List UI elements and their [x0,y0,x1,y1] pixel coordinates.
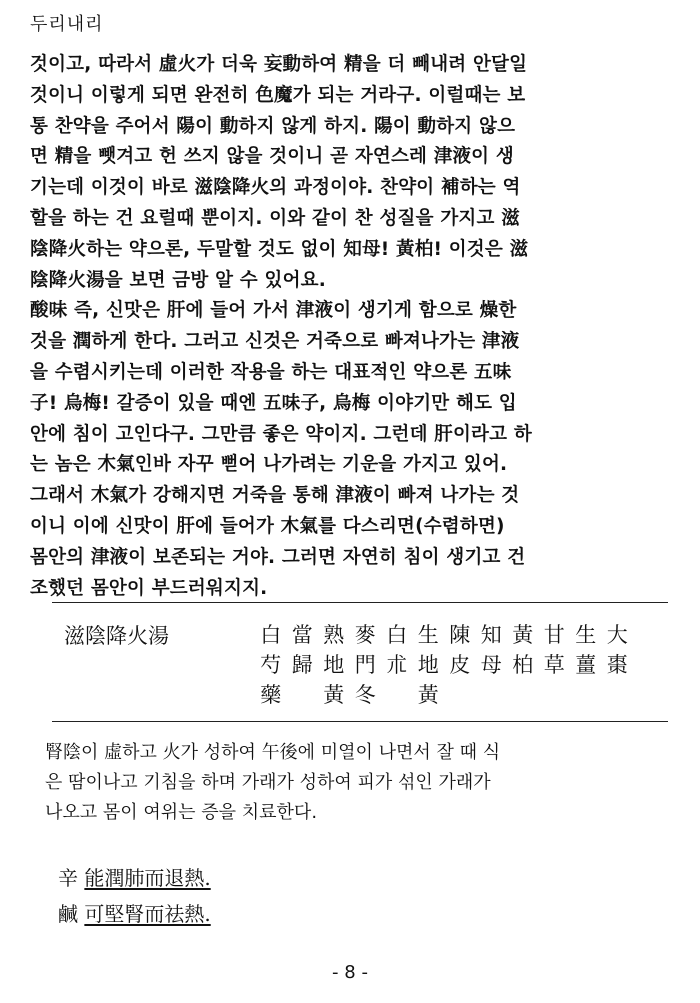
text-line: 것이니 이렇게 되면 완전히 色魔가 되는 거라구. 이럴때는 보 [30,84,526,106]
ingredient-char: 黃 [512,623,534,647]
ingredient-char: 門 [354,653,376,677]
quote-text: 可堅腎而祛熱. [84,902,211,926]
text-line: 기는데 이것이 바로 滋陰降火의 과정이야. 찬약이 補하는 역 [30,177,521,199]
ingredient-char: 地 [417,653,439,677]
text-line: 면 精을 뺏겨고 헌 쓰지 않을 것이니 곧 자연스레 津液이 생 [30,146,514,168]
text-line: 조했던 몸안이 부드러워지지. [30,577,268,599]
text-line: 통 찬약을 주어서 陽이 動하지 않게 하지. 陽이 動하지 않으 [30,115,516,137]
quote-text: 能潤肺而退熱. [84,866,211,890]
text-line: 陰降火하는 약으론, 두말할 것도 없이 知母! 黃柏! 이것은 滋 [30,238,529,260]
ingredient-char: 薑 [575,653,597,677]
text-line: 것을 潤하게 한다. 그러고 신것은 거죽으로 빠져나가는 津液 [30,331,520,353]
classical-quote-2 [58,898,211,927]
ingredient-char: 母 [480,653,502,677]
ingredient-char: 地 [323,653,345,677]
quote-key-char: 辛 [58,866,78,890]
text-line: 子! 烏梅! 갈증이 있을 때엔 五味子, 烏梅 이야기만 해도 입 [30,392,517,414]
classical-quote-1 [58,862,211,891]
ingredient-char: 歸 [291,653,313,677]
divider-bottom [52,721,668,722]
ingredient-char: 熟 [323,623,345,647]
ingredient-char: 白 [386,623,408,647]
text-line: 몸안의 津液이 보존되는 거야. 그러면 자연히 침이 생기고 건 [30,546,526,568]
description-line: 은 땀이나고 기침을 하며 가래가 성하여 피가 섞인 가래가 [45,772,491,793]
ingredient-char: 甘 [543,623,565,647]
ingredient-char: 當 [291,623,313,647]
quote-key-char: 鹹 [58,902,78,926]
ingredient-row-3 [255,680,633,710]
text-line: 酸味 즉, 신맛은 肝에 들어 가서 津液이 생기게 함으로 燥한 [30,300,517,322]
ingredient-char: 冬 [354,683,376,707]
ingredient-char: 知 [480,623,502,647]
ingredient-row-2 [255,650,633,680]
ingredient-char: 黃 [323,683,345,707]
divider-top [52,602,668,603]
text-line: 陰降火湯을 보면 금방 알 수 있어요. [30,269,326,291]
running-header: 두리내리 [30,14,104,35]
prescription-ingredients [255,620,633,710]
ingredient-char: 草 [543,653,565,677]
ingredient-char: 白 [260,623,282,647]
text-line: 는 놈은 木氣인바 자꾸 뻗어 나가려는 기운을 가지고 있어. [30,454,508,476]
text-line: 것이고, 따라서 虛火가 더욱 妄動하여 精을 더 빼내려 안달일 [30,54,528,75]
ingredient-char: 大 [606,623,628,647]
ingredient-row-1 [255,620,633,650]
text-line: 할을 하는 건 요럴때 뿐이지. 이와 같이 찬 성질을 가지고 滋 [30,207,520,229]
ingredient-char: 芍 [260,653,282,677]
ingredient-char: 柏 [512,653,534,677]
ingredient-char: 生 [417,623,439,647]
ingredient-char: 生 [575,623,597,647]
ingredient-char: 陳 [449,623,471,647]
body-text [30,50,670,604]
ingredient-char: 藥 [260,683,282,707]
text-line: 그래서 木氣가 강해지면 거죽을 통해 津液이 빠져 나가는 것 [30,485,520,507]
text-line: 안에 침이 고인다구. 그만큼 좋은 약이지. 그런데 肝이라고 하 [30,423,532,445]
text-line: 이니 이에 신맛이 肝에 들어가 木氣를 다스리면(수렴하면) [30,515,505,537]
page-number: - 8 - [332,962,368,983]
description-line: 나오고 몸이 여위는 증을 치료한다. [45,802,318,823]
ingredient-char: 朮 [386,653,408,677]
prescription-name: 滋陰降火湯 [64,624,169,648]
ingredient-char: 皮 [449,653,471,677]
ingredient-char: 麥 [354,623,376,647]
prescription-description [45,738,675,828]
ingredient-char: 黃 [417,683,439,707]
text-line: 을 수렴시키는데 이러한 작용을 하는 대표적인 약으론 五味 [30,361,512,383]
ingredient-char: 棗 [606,653,628,677]
description-line: 腎陰이 虛하고 火가 성하여 午後에 미열이 나면서 잘 때 식 [45,742,501,763]
